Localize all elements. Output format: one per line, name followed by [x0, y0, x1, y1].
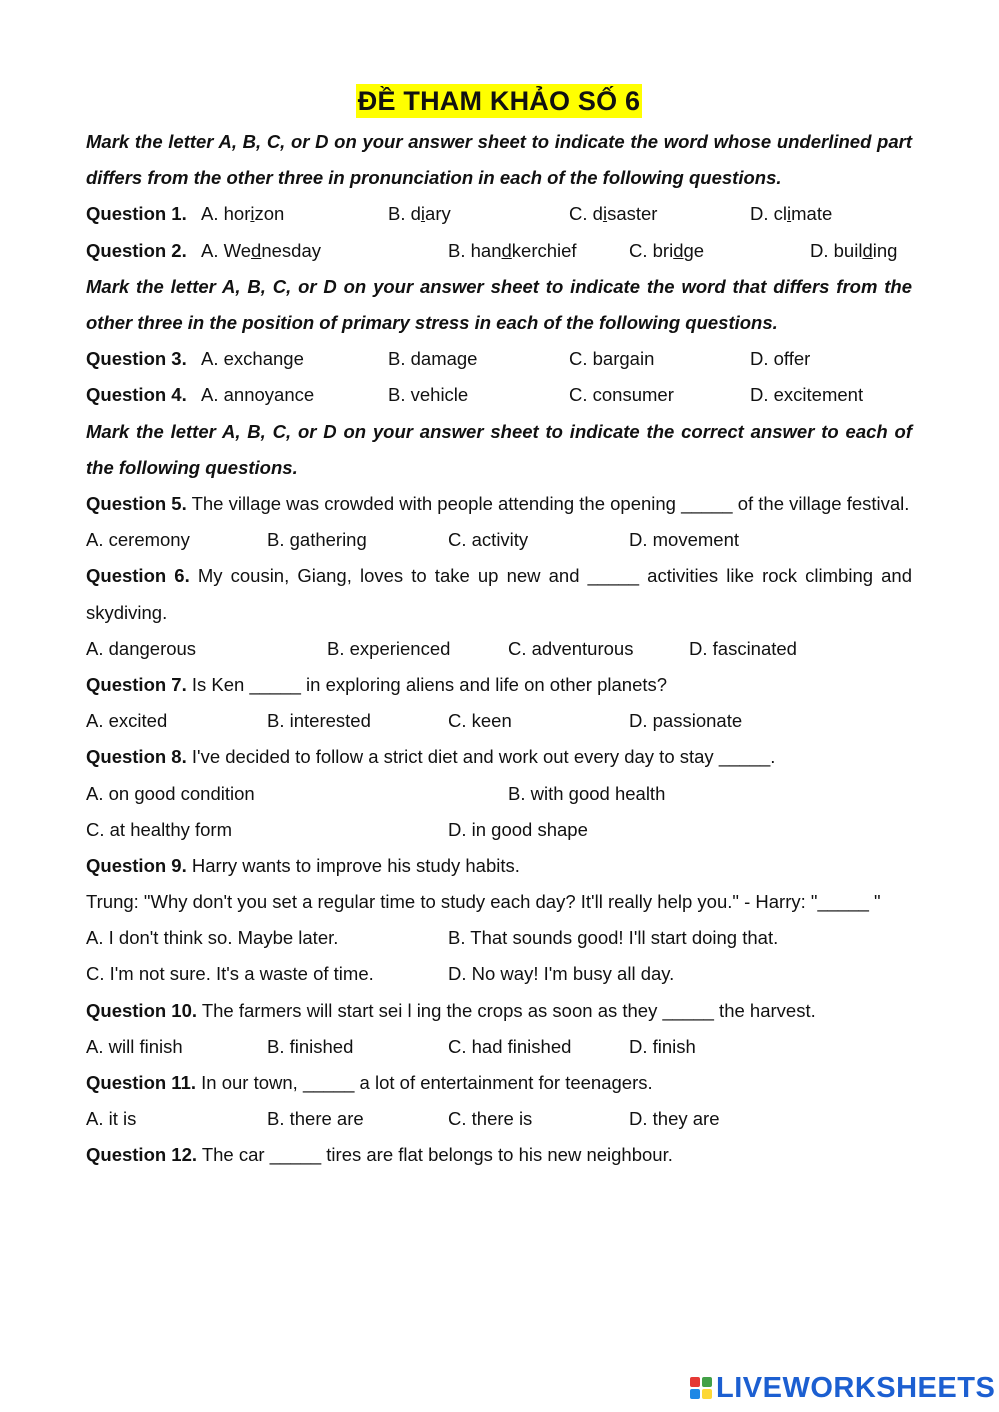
question-label: Question 2. [86, 239, 187, 261]
question-label: Question 12. [86, 1144, 198, 1166]
question-9-dialogue: Trung: "Why don't you set a regular time to study each day? It'll really help you." - Harry: "_____ " [86, 891, 881, 913]
option-c[interactable]: C. bridge [629, 239, 705, 261]
option-a[interactable]: A. horizon [201, 203, 285, 225]
question-2 [86, 233, 912, 269]
question-label: Question 7. [86, 673, 187, 695]
question-9-options-row2 [86, 956, 912, 992]
question-label: Question 11. [86, 1072, 197, 1094]
option-c[interactable]: C. had finished [448, 1035, 572, 1057]
option-a[interactable]: A. I don't think so. Maybe later. [86, 927, 339, 949]
option-b[interactable]: B. handkerchief [448, 239, 577, 261]
option-c[interactable]: C. consumer [569, 384, 674, 406]
option-d[interactable]: D. climate [750, 203, 833, 225]
logo-text: LIVEWORKSHEETS [716, 1371, 996, 1404]
logo-icon [690, 1377, 712, 1399]
question-label: Question 9. [86, 854, 187, 876]
option-c[interactable]: C. there is [448, 1108, 533, 1130]
option-c[interactable]: C. at healthy form [86, 818, 233, 840]
option-a[interactable]: A. it is [86, 1108, 137, 1130]
option-b[interactable]: B. gathering [267, 529, 367, 551]
option-b[interactable]: B. That sounds good! I'll start doing that. [448, 927, 779, 949]
question-text: My cousin, Giang, loves to take up new and _____ activities like rock climbing and skydiving. [86, 565, 912, 623]
option-d[interactable]: D. they are [629, 1108, 720, 1130]
option-a[interactable]: A. on good condition [86, 782, 255, 804]
question-9-options-row1 [86, 920, 912, 956]
question-5-stem [86, 486, 912, 522]
question-1 [86, 196, 912, 232]
question-label: Question 1. [86, 203, 187, 225]
title-row [86, 84, 912, 124]
option-a[interactable]: A. annoyance [201, 384, 315, 406]
option-c[interactable]: C. activity [448, 529, 529, 551]
question-11-options [86, 1101, 912, 1137]
question-9-stem [86, 848, 912, 884]
option-b[interactable]: B. finished [267, 1035, 354, 1057]
option-a[interactable]: A. dangerous [86, 637, 197, 659]
question-label: Question 6. [86, 565, 190, 587]
question-6-options [86, 631, 912, 667]
question-8-stem [86, 739, 912, 775]
option-d[interactable]: D. movement [629, 529, 740, 551]
question-text: I've decided to follow a strict diet and work out every day to stay _____. [191, 746, 776, 768]
option-a[interactable]: A. will finish [86, 1035, 183, 1057]
page-title: ĐỀ THAM KHẢO SỐ 6 [357, 86, 641, 116]
option-c[interactable]: C. I'm not sure. It's a waste of time. [86, 963, 374, 985]
option-d[interactable]: D. excitement [750, 384, 864, 406]
question-label: Question 4. [86, 384, 187, 406]
option-d[interactable]: D. in good shape [448, 818, 588, 840]
question-label: Question 3. [86, 348, 187, 370]
question-7-stem [86, 667, 912, 703]
option-d[interactable]: D. passionate [629, 710, 743, 732]
question-text: The village was crowded with people attending the opening _____ of the village festival. [191, 492, 910, 514]
option-a[interactable]: A. ceremony [86, 529, 190, 551]
option-b[interactable]: B. vehicle [388, 384, 469, 406]
option-d[interactable]: D. No way! I'm busy all day. [448, 963, 675, 985]
option-b[interactable]: B. damage [388, 348, 478, 370]
question-12-stem [86, 1137, 912, 1173]
question-label: Question 10. [86, 999, 198, 1021]
question-text: Harry wants to improve his study habits. [191, 854, 520, 876]
question-3 [86, 341, 912, 377]
question-8-options-row2 [86, 812, 912, 848]
option-d[interactable]: D. offer [750, 348, 811, 370]
option-d[interactable]: D. building [810, 239, 898, 261]
question-7-options [86, 703, 912, 739]
option-b[interactable]: B. interested [267, 710, 371, 732]
question-4 [86, 377, 912, 413]
option-c[interactable]: C. bargain [569, 348, 655, 370]
section1-instruction: Mark the letter A, B, C, or D on your answer sheet to indicate the word whose underlined part differs from the other three in pronunciation in each of the following questions. [86, 131, 912, 189]
section3-instruction: Mark the letter A, B, C, or D on your answer sheet to indicate the correct answer to each of the following questions. [86, 420, 912, 478]
option-c[interactable]: C. keen [448, 710, 512, 732]
question-10-stem [86, 993, 912, 1029]
option-c[interactable]: C. adventurous [508, 637, 634, 659]
question-11-stem [86, 1065, 912, 1101]
question-text: In our town, _____ a lot of entertainment for teenagers. [201, 1072, 653, 1094]
question-text: The car _____ tires are flat belongs to his new neighbour. [201, 1144, 673, 1166]
option-c[interactable]: C. disaster [569, 203, 658, 225]
question-label: Question 5. [86, 492, 187, 514]
option-b[interactable]: B. experienced [327, 637, 451, 659]
option-b[interactable]: B. diary [388, 203, 451, 225]
section2-instruction: Mark the letter A, B, C, or D on your answer sheet to indicate the word that differs from the other three in the position of primary stress in each of the following questions. [86, 275, 912, 333]
question-text: The farmers will start sei l ing the crops as soon as they _____ the harvest. [201, 999, 816, 1021]
option-d[interactable]: D. finish [629, 1035, 696, 1057]
question-6-stem [86, 558, 912, 630]
worksheet-page [86, 84, 912, 1174]
question-8-options-row1 [86, 776, 912, 812]
question-label: Question 8. [86, 746, 187, 768]
option-a[interactable]: A. Wednesday [201, 239, 321, 261]
question-5-options [86, 522, 912, 558]
liveworksheets-logo[interactable] [690, 1371, 995, 1405]
option-b[interactable]: B. with good health [508, 782, 666, 804]
question-text: Is Ken _____ in exploring aliens and life on other planets? [191, 673, 668, 695]
question-10-options [86, 1029, 912, 1065]
option-a[interactable]: A. exchange [201, 348, 304, 370]
option-d[interactable]: D. fascinated [689, 637, 797, 659]
option-a[interactable]: A. excited [86, 710, 168, 732]
option-b[interactable]: B. there are [267, 1108, 364, 1130]
